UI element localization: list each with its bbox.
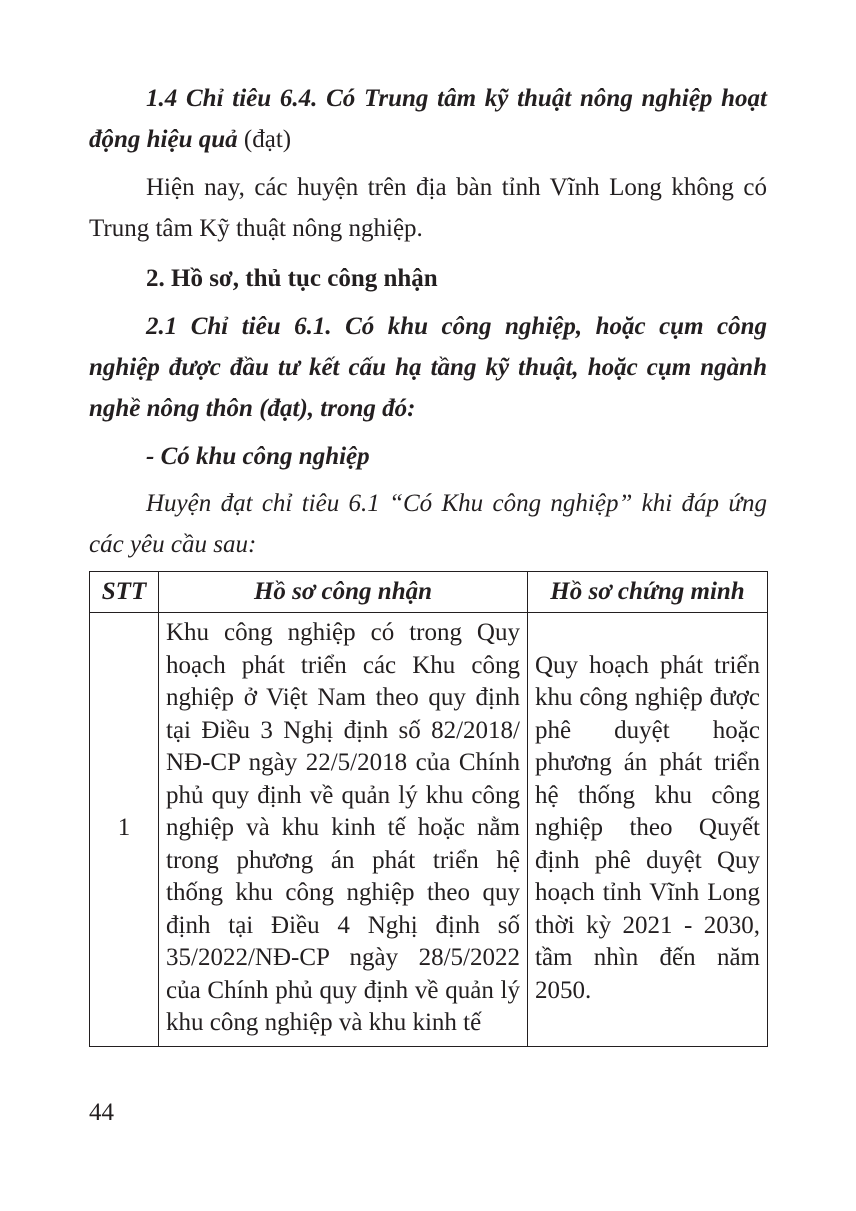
page-number: 44 <box>89 1099 114 1126</box>
table-header-row <box>90 572 768 613</box>
section-1-4-title-text: 1.4 Chỉ tiêu 6.4. Có Trung tâm kỹ thuật nông nghiệp hoạt động hiệu quả <box>89 85 767 153</box>
cell-recognition: Khu công nghiệp có trong Quy hoạch phát triển các Khu công nghiệp ở Việt Nam theo quy định tại Điều 3 Nghị định số 82/2018/ NĐ-CP ngày 22/5/2018 của Chính phủ quy định về quản lý khu công nghiệp và khu kinh tế hoặc nằm trong phương án phát triển hệ thống khu công nghiệp theo quy định tại Điều 4 Nghị định số 35/2022/NĐ-CP ngày 28/5/2022 của Chính phủ quy định về quản lý khu công nghiệp và khu kinh tế <box>159 613 528 1047</box>
table-row <box>90 613 768 1047</box>
section-2-1-intro: Huyện đạt chỉ tiêu 6.1 “Có Khu công nghiệp” khi đáp ứng các yêu cầu sau: <box>89 490 767 558</box>
section-2-1-subheading: - Có khu công nghiệp <box>146 443 370 470</box>
cell-evidence: Quy hoạch phát triển khu công nghiệp được phê duyệt hoặc phương án phát triển hệ thống khu công nghiệp theo Quyết định phê duyệt Quy hoạch tỉnh Vĩnh Long thời kỳ 2021 - 2030, tầm nhìn đến năm 2050. <box>528 613 768 1047</box>
section-2-heading: 2. Hồ sơ, thủ tục công nhận <box>146 265 438 292</box>
header-recognition: Hồ sơ công nhận <box>159 572 528 613</box>
document-page <box>89 78 767 1047</box>
section-1-4-body: Hiện nay, các huyện trên địa bàn tỉnh Vĩnh Long không có Trung tâm Kỹ thuật nông nghiệp. <box>89 174 767 242</box>
header-evidence: Hồ sơ chứng minh <box>528 572 768 613</box>
section-1-4-title-suffix: (đạt) <box>237 126 292 153</box>
requirements-table <box>89 571 768 1047</box>
header-stt: STT <box>90 572 159 613</box>
section-2-1-title: 2.1 Chỉ tiêu 6.1. Có khu công nghiệp, hoặc cụm công nghiệp được đầu tư kết cấu hạ tầng kỹ thuật, hoặc cụm ngành nghề nông thôn (đạt), trong đó: <box>89 313 767 422</box>
cell-stt: 1 <box>90 613 159 1047</box>
section-1-4-title <box>89 78 767 160</box>
